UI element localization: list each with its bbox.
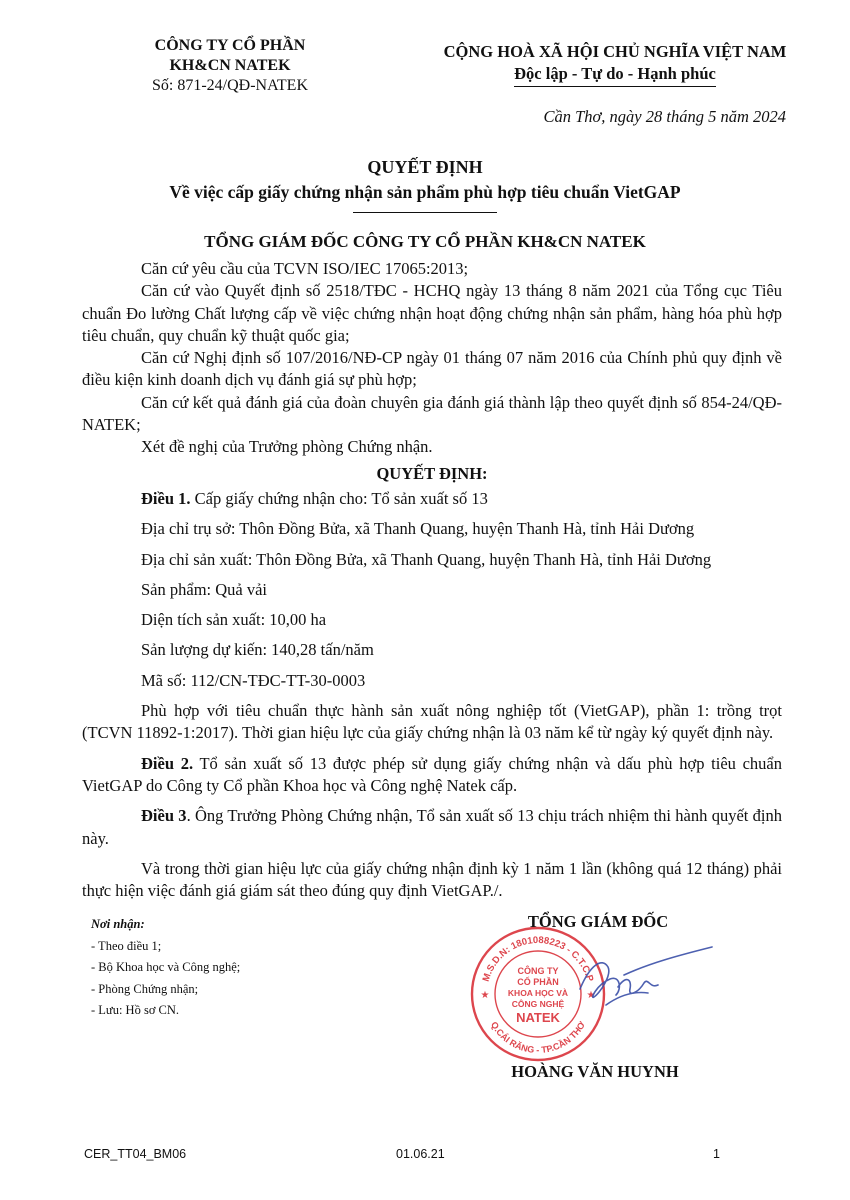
nation-title: CỘNG HOÀ XÃ HỘI CHỦ NGHĨA VIỆT NAM — [443, 42, 787, 61]
article-1-detail: Sản phẩm: Quả vải — [141, 579, 268, 599]
recipient-item: - Theo điều 1; — [91, 938, 162, 953]
company-name-line1: CÔNG TY CỔ PHẦN — [154, 37, 306, 54]
basis-5: Xét đề nghị của Trưởng phòng Chứng nhận. — [141, 437, 433, 457]
basis-4: Căn cứ kết quả đánh giá của đoàn chuyên gia đánh giá thành lập theo quyết định số 854-24/QĐ-NATEK; — [82, 392, 782, 435]
form-code: CER_TT04_BM06 — [84, 1147, 187, 1161]
company-header — [100, 36, 360, 96]
article-3 — [82, 805, 782, 850]
seal-inner-line: CÔNG NGHỆ — [511, 999, 565, 1009]
document-title: QUYẾT ĐỊNH — [367, 157, 483, 177]
page-number: 1 — [713, 1147, 720, 1161]
seal-bottom-text: Q.CÁI RĂNG - TP.CẦN THƠ — [488, 1019, 588, 1056]
article-1-detail: Mã số: 112/CN-TĐC-TT-30-0003 — [141, 670, 366, 690]
article-1-text: Cấp giấy chứng nhận cho: Tổ sản xuất số 13 — [190, 488, 488, 508]
article-1-conformity: Phù hợp với tiêu chuẩn thực hành sản xuất nông nghiệp tốt (VietGAP), phần 1: trồng trọt (TCVN 11892-1:2017). Thời gian hiệu lực của giấy chứng nhận là 03 năm kể từ ngày ký quyết định này. — [82, 701, 782, 743]
issuing-authority: TỔNG GIÁM ĐỐC CÔNG TY CỔ PHẦN KH&CN NATEK — [204, 232, 646, 251]
seal-outer-text: M.S.D.N: 1801088223 - C.T.C.P — [480, 934, 596, 984]
company-name-line2: KH&CN NATEK — [169, 57, 291, 74]
basis-3: Căn cứ Nghị định số 107/2016/NĐ-CP ngày 01 tháng 07 năm 2016 của Chính phủ quy định về điều kiện kinh doanh dịch vụ đánh giá sự phù hợp; — [82, 348, 782, 390]
signer-name: HOÀNG VĂN HUYNH — [511, 1062, 679, 1081]
recipients-label: Nơi nhận: — [91, 917, 145, 931]
article-3-label: Điều 3 — [141, 806, 187, 826]
form-version-date: 01.06.21 — [396, 1147, 445, 1161]
title-divider — [353, 212, 497, 213]
article-1-detail: Sản lượng dự kiến: 140,28 tấn/năm — [141, 640, 374, 660]
document-date: Cần Thơ, ngày 28 tháng 5 năm 2024 — [543, 107, 786, 126]
recipient-item: - Lưu: Hồ sơ CN. — [91, 1003, 180, 1017]
article-2-text: Tổ sản xuất số 13 được phép sử dụng giấy chứng nhận và dấu phù hợp tiêu chuẩn VietGAP do Công ty Cổ phần Khoa học và Công nghệ Natek cấp. — [82, 753, 782, 795]
article-1-detail: Địa chỉ sản xuất: Thôn Đồng Bửa, xã Thanh Quang, huyện Thanh Hà, tỉnh Hải Dương — [141, 549, 712, 569]
national-motto: Độc lập - Tự do - Hạnh phúc — [514, 63, 716, 87]
signature-mark — [560, 945, 720, 1015]
decision-heading: QUYẾT ĐỊNH: — [376, 463, 488, 483]
basis-2: Căn cứ vào Quyết định số 2518/TĐC - HCHQ ngày 13 tháng 8 năm 2021 của Tổng cục Tiêu chuẩn Đo lường Chất lượng cấp về việc chứng nhận hoạt động chứng nhận sản phẩm, hàng hóa phù hợp tiêu chuẩn, quy chuẩn kỹ thuật quốc gia; — [82, 281, 782, 345]
basis-1: Căn cứ yêu cầu của TCVN ISO/IEC 17065:2013; — [141, 259, 469, 278]
seal-inner-line: CỔ PHẦN — [517, 977, 559, 987]
document-body — [82, 258, 782, 902]
closing-paragraph: Và trong thời gian hiệu lực của giấy chứng nhận định kỳ 1 năm 1 lần (không quá 12 tháng) phải thực hiện việc đánh giá giám sát theo đúng quy định VietGAP./. — [82, 858, 782, 901]
article-2-label: Điều 2. — [141, 753, 194, 773]
article-1 — [82, 488, 782, 510]
document-number: Số: 871-24/QĐ-NATEK — [152, 77, 308, 94]
svg-text:★: ★ — [480, 990, 490, 1001]
svg-text:★: ★ — [586, 990, 596, 1001]
article-3-text: . Ông Trưởng Phòng Chứng nhận, Tổ sản xuất số 13 chịu trách nhiệm thi hành quyết định này. — [82, 806, 782, 848]
signer-role: TỔNG GIÁM ĐỐC — [527, 912, 669, 931]
document-subtitle: Về việc cấp giấy chứng nhận sản phẩm phù hợp tiêu chuẩn VietGAP — [169, 182, 681, 202]
article-2 — [82, 753, 782, 798]
recipient-item: - Bộ Khoa học và Công nghệ; — [91, 960, 241, 974]
seal-inner-line: KHOA HỌC VÀ — [507, 988, 569, 998]
recipients-block — [91, 914, 240, 1022]
seal-inner-line: CÔNG TY — [517, 966, 559, 976]
recipient-item: - Phòng Chứng nhận; — [91, 981, 199, 996]
article-1-detail: Diện tích sản xuất: 10,00 ha — [141, 610, 327, 630]
seal-company-name: NATEK — [516, 1010, 560, 1025]
national-header — [405, 41, 825, 87]
article-1-label: Điều 1. — [141, 488, 191, 508]
article-1-detail: Địa chỉ trụ sở: Thôn Đồng Bửa, xã Thanh Quang, huyện Thanh Hà, tỉnh Hải Dương — [141, 519, 695, 539]
